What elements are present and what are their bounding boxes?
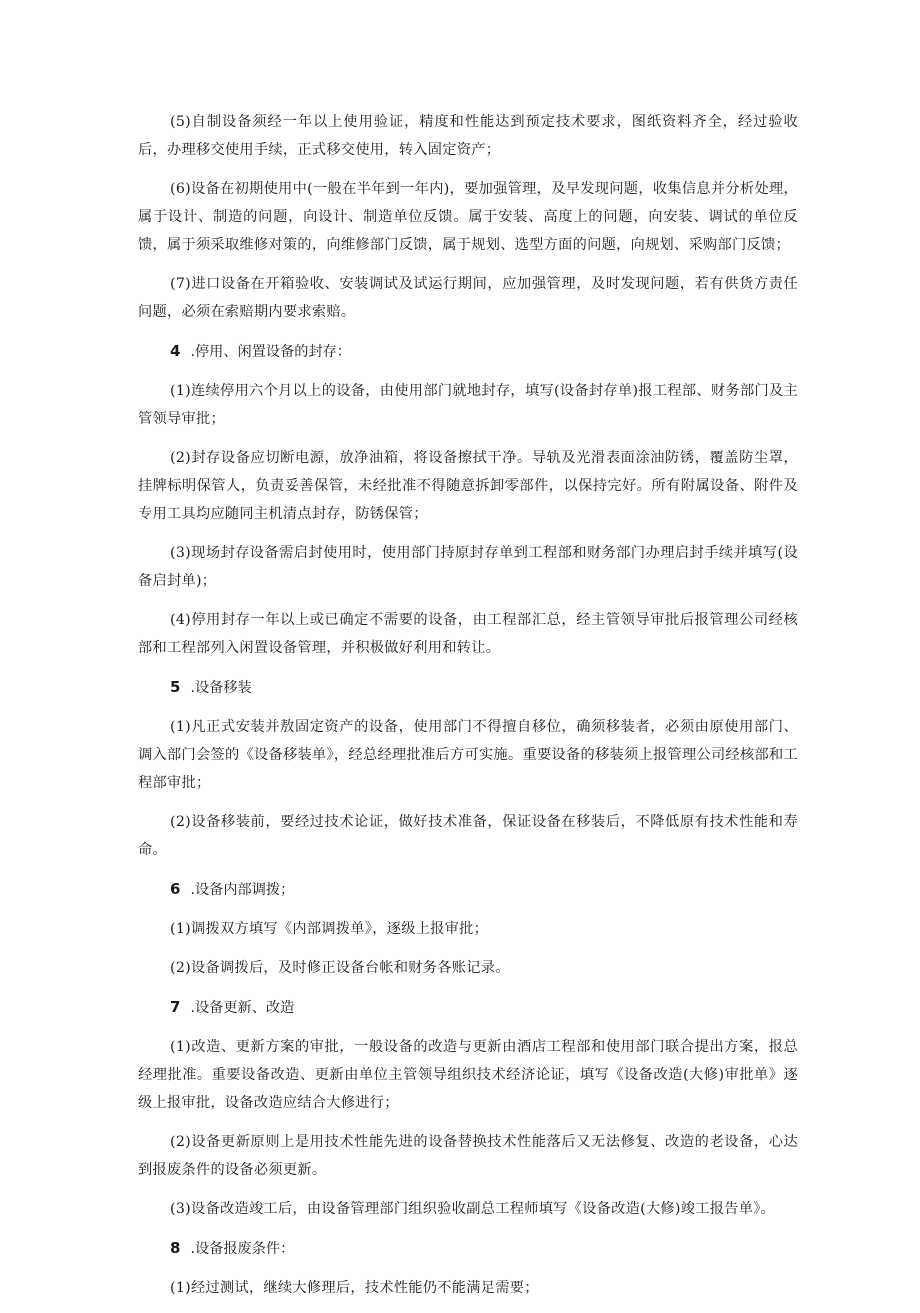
paragraph-5-1: (1)凡正式安装并敖固定资产的设备，使用部门不得擅自移位，确须移装者，必须由原使用部门、调入部门会签的《设备移装单》，经总经理批准后方可实施。重要设备的移装须上报管理公司经核部和工程部审批；: [138, 719, 798, 791]
section-5-heading: [138, 673, 798, 702]
section-number: 8: [170, 1239, 181, 1257]
section-title: .停用、闲置设备的封存：: [190, 344, 352, 360]
paragraph-6-initial-use: (6)设备在初期使用中(一般在半年到一年内)，要加强管理，及早发现问题，收集信息并分析处理，属于设计、制造的问题，向设计、制造单位反馈。属于安装、高度上的问题，向安装、调试的单位反馈，属于须采取维修对策的，向维修部门反馈，属于规划、选型方面的问题，向规划、采购部门反馈；: [138, 181, 798, 253]
section-8-heading: [138, 1234, 798, 1263]
section-title: .设备报废条件：: [190, 1241, 295, 1257]
paragraph-7-imported-equipment: (7)进口设备在开箱验收、安装调试及试运行期间，应加强管理，及时发现问题，若有供货方责任问题，必须在索赔期内要求索赔。: [138, 276, 798, 320]
document-body: [138, 108, 798, 1313]
paragraph-7-1: (1)改造、更新方案的审批，一般设备的改造与更新由酒店工程部和使用部门联合提出方案，报总经理批准。重要设备改造、更新由单位主管领导组织技术经济论证，填写《设备改造(大修)审批单》逐级上报审批，设备改造应结合大修进行；: [138, 1039, 798, 1111]
paragraph-4-4: (4)停用封存一年以上或已确定不需要的设备，由工程部汇总，经主管领导审批后报管理公司经核部和工程部列入闲置设备管理，并积极做好利用和转让。: [138, 612, 798, 656]
paragraph-6-2: (2)设备调拨后，及时修正设备台帐和财务各账记录。: [170, 960, 510, 976]
section-number: 4: [170, 342, 181, 360]
paragraph-4-2: (2)封存设备应切断电源，放净油箱，将设备擦拭干净。导轨及光滑表面涂油防锈，覆盖防尘罩，挂牌标明保管人，负责妥善保管，未经批准不得随意拆卸零部件，以保持完好。所有附属设备、附件及专用工具均应随同主机清点封存，防锈保管；: [138, 450, 798, 522]
section-number: 7: [170, 998, 181, 1016]
paragraph-4-1: (1)连续停用六个月以上的设备，由使用部门就地封存，填写(设备封存单)报工程部、财务部门及主管领导审批；: [138, 383, 798, 427]
section-7-heading: [138, 993, 798, 1022]
paragraph-4-3: (3)现场封存设备需启封使用时，使用部门持原封存单到工程部和财务部门办理启封手续并填写(设备启封单)；: [138, 545, 798, 589]
section-title: .设备移装: [190, 680, 252, 696]
section-title: .设备更新、改造: [190, 1000, 295, 1016]
paragraph-7-3: (3)设备改造竣工后，由设备管理部门组织验收副总工程师填写《设备改造(大修)竣工报告单》。: [170, 1201, 776, 1217]
section-4-heading: [138, 337, 798, 366]
section-number: 5: [170, 678, 181, 696]
paragraph-7-2: (2)设备更新原则上是用技术性能先进的设备替换技术性能落后又无法修复、改造的老设备，心达到报废条件的设备必须更新。: [138, 1134, 798, 1178]
section-title: .设备内部调拨；: [190, 882, 295, 898]
section-6-heading: [138, 875, 798, 904]
paragraph-5-2: (2)设备移装前，要经过技术论证，做好技术准备，保证设备在移装后，不降低原有技术性能和寿命。: [138, 814, 798, 858]
paragraph-8-1: (1)经过测试，继续大修理后，技术性能仍不能满足需要；: [170, 1280, 539, 1296]
paragraph-6-1: (1)调拨双方填写《内部调拨单》，逐级上报审批；: [170, 921, 489, 937]
section-number: 6: [170, 880, 181, 898]
paragraph-5-self-made-equipment: (5)自制设备须经一年以上使用验证，精度和性能达到预定技术要求，图纸资料齐全，经过验收后，办理移交使用手续，正式移交使用，转入固定资产；: [138, 114, 798, 158]
